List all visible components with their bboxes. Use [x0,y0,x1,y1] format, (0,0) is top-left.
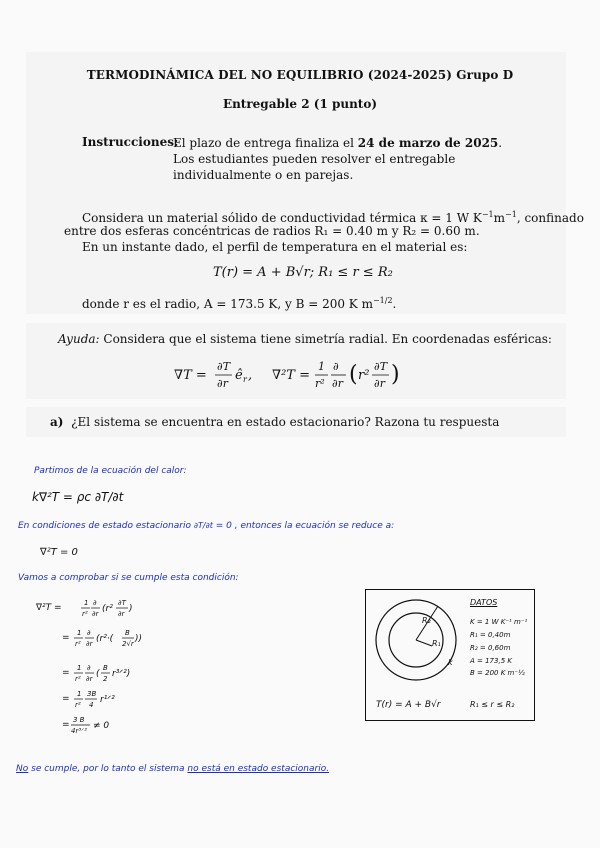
svg-text:1: 1 [318,360,325,373]
svg-text:∇T =: ∇T = [174,368,207,383]
svg-text:∂: ∂ [333,360,339,373]
datos-a: A = 173,5 K [470,657,512,665]
svg-text:=: = [62,668,70,678]
profile-label: T(r) = A + B√r [376,700,441,710]
svg-text:r²: r² [82,610,88,618]
datos-b: B = 200 K m⁻½ [470,669,525,677]
svg-text:2: 2 [103,675,108,683]
svg-text:r²: r² [75,640,81,648]
svg-text:∂T: ∂T [217,360,231,373]
problem-paragraph-2: entre dos esferas concéntricas de radios R₁ = 0.40 m y R₂ = 0.60 m. [64,224,480,238]
svg-text:4: 4 [89,701,94,709]
handwritten-reduced-equation: ∇²T = 0 [40,547,78,558]
svg-text:∂r: ∂r [217,377,228,390]
svg-text:)): )) [135,634,143,644]
datos-k: K = 1 W K⁻¹ m⁻¹ [470,618,528,626]
hint-text: Ayuda: Considera que el sistema tiene simetría radial. En coordenadas esféricas: [58,332,552,346]
svg-text:∂r: ∂r [374,377,385,390]
handwritten-line-2: En condiciones de estado estacionario ∂T/∂t = 0 , entonces la ecuación se reduce a: [18,521,395,531]
svg-text:1: 1 [77,629,82,637]
svg-text:=: = [62,694,70,704]
svg-text:∂: ∂ [93,599,97,607]
problem-paragraph-4: donde r es el radio, A = 173.5 K, y B = 200 K $m^{-1/2}$. [82,296,397,311]
r1-label: R₁ [432,639,441,648]
handwritten-derivation [30,595,210,745]
svg-text:r³ᐟ²): r³ᐟ²) [112,669,131,679]
k-label: k [448,658,453,667]
svg-text:r²: r² [315,377,325,390]
svg-text:,: , [248,368,253,383]
range-label: R₁ ≤ r ≤ R₂ [470,700,515,709]
svg-text:∂T: ∂T [374,360,388,373]
svg-text:4r³ᐟ²: 4r³ᐟ² [71,727,87,735]
temperature-profile-equation: T(r) = A + B√r; R₁ ≤ r ≤ R₂ [213,265,393,280]
handwritten-line-3: Vamos a comprobar si se cumple esta condición: [18,573,239,583]
svg-text:): ) [391,362,400,387]
svg-text:∂T: ∂T [118,599,126,607]
handwritten-line-1: Partimos de la ecuación del calor: [34,466,187,476]
deadline-date: 24 de marzo de 2025 [357,136,499,150]
svg-text:(r²: (r² [102,604,113,614]
svg-text:∂: ∂ [87,664,91,672]
svg-text:3B: 3B [87,690,97,698]
svg-text:1: 1 [77,690,82,698]
document-title: TERMODINÁMICA DEL NO EQUILIBRIO (2024-2025) Grupo D [86,68,514,82]
svg-text:(r²·(: (r²·( [96,634,114,644]
handwritten-heat-equation: k∇²T = ρc ∂T/∂t [32,490,124,504]
handwritten-conclusion: No se cumple, por lo tanto el sistema no está en estado estacionario. [16,764,330,774]
svg-text:1: 1 [77,664,82,672]
instructions-text: El plazo de entrega finaliza el 24 de marzo de 2025. Los estudiantes pueden resolver el entregable individualmente o en parejas. [173,136,503,182]
svg-text:∂r: ∂r [118,610,125,618]
svg-text:=: = [62,633,70,643]
svg-text:≠ 0: ≠ 0 [93,721,110,731]
document-subtitle: Entregable 2 (1 punto) [222,97,378,111]
svg-text:∂r: ∂r [92,610,99,618]
svg-text:ê: ê [235,368,243,383]
data-diagram-box [365,589,535,721]
svg-text:r²: r² [75,675,81,683]
svg-text:∇²T =: ∇²T = [272,368,310,383]
datos-r1: R₁ = 0,40m [470,631,511,639]
svg-text:r¹ᐟ²: r¹ᐟ² [100,695,115,705]
svg-text:(: ( [96,669,100,679]
concentric-spheres-diagram [372,596,460,684]
svg-text:): ) [129,604,133,614]
svg-text:r²: r² [358,368,370,383]
svg-text:r: r [243,375,247,384]
svg-text:∂: ∂ [87,629,91,637]
svg-text:r²: r² [75,701,81,709]
question-a: a) ¿El sistema se encuentra en estado estacionario? Razona tu respuesta [50,415,500,429]
gradient-laplacian-equations [170,354,410,396]
svg-text:2√r: 2√r [122,640,134,648]
svg-text:∇²T =: ∇²T = [36,603,62,613]
r2-label: R₂ [422,616,431,625]
svg-text:B: B [125,629,130,637]
problem-paragraph-1: Considera un material sólido de conductividad térmica κ = 1 W $K^{-1}m^{-1}$, confinado [82,210,584,225]
instructions-label: Instrucciones: [82,135,179,149]
svg-text:3 B: 3 B [73,716,85,724]
datos-r2: R₂ = 0,60m [470,644,511,652]
svg-text:∂r: ∂r [332,377,343,390]
svg-text:∂r: ∂r [86,675,93,683]
problem-paragraph-3: En un instante dado, el perfil de temperatura en el material es: [82,240,468,254]
svg-text:∂r: ∂r [86,640,93,648]
svg-text:(: ( [349,362,358,387]
svg-text:=: = [62,720,70,730]
svg-text:1: 1 [84,599,89,607]
datos-label: DATOS [470,598,498,607]
svg-text:B: B [103,664,108,672]
